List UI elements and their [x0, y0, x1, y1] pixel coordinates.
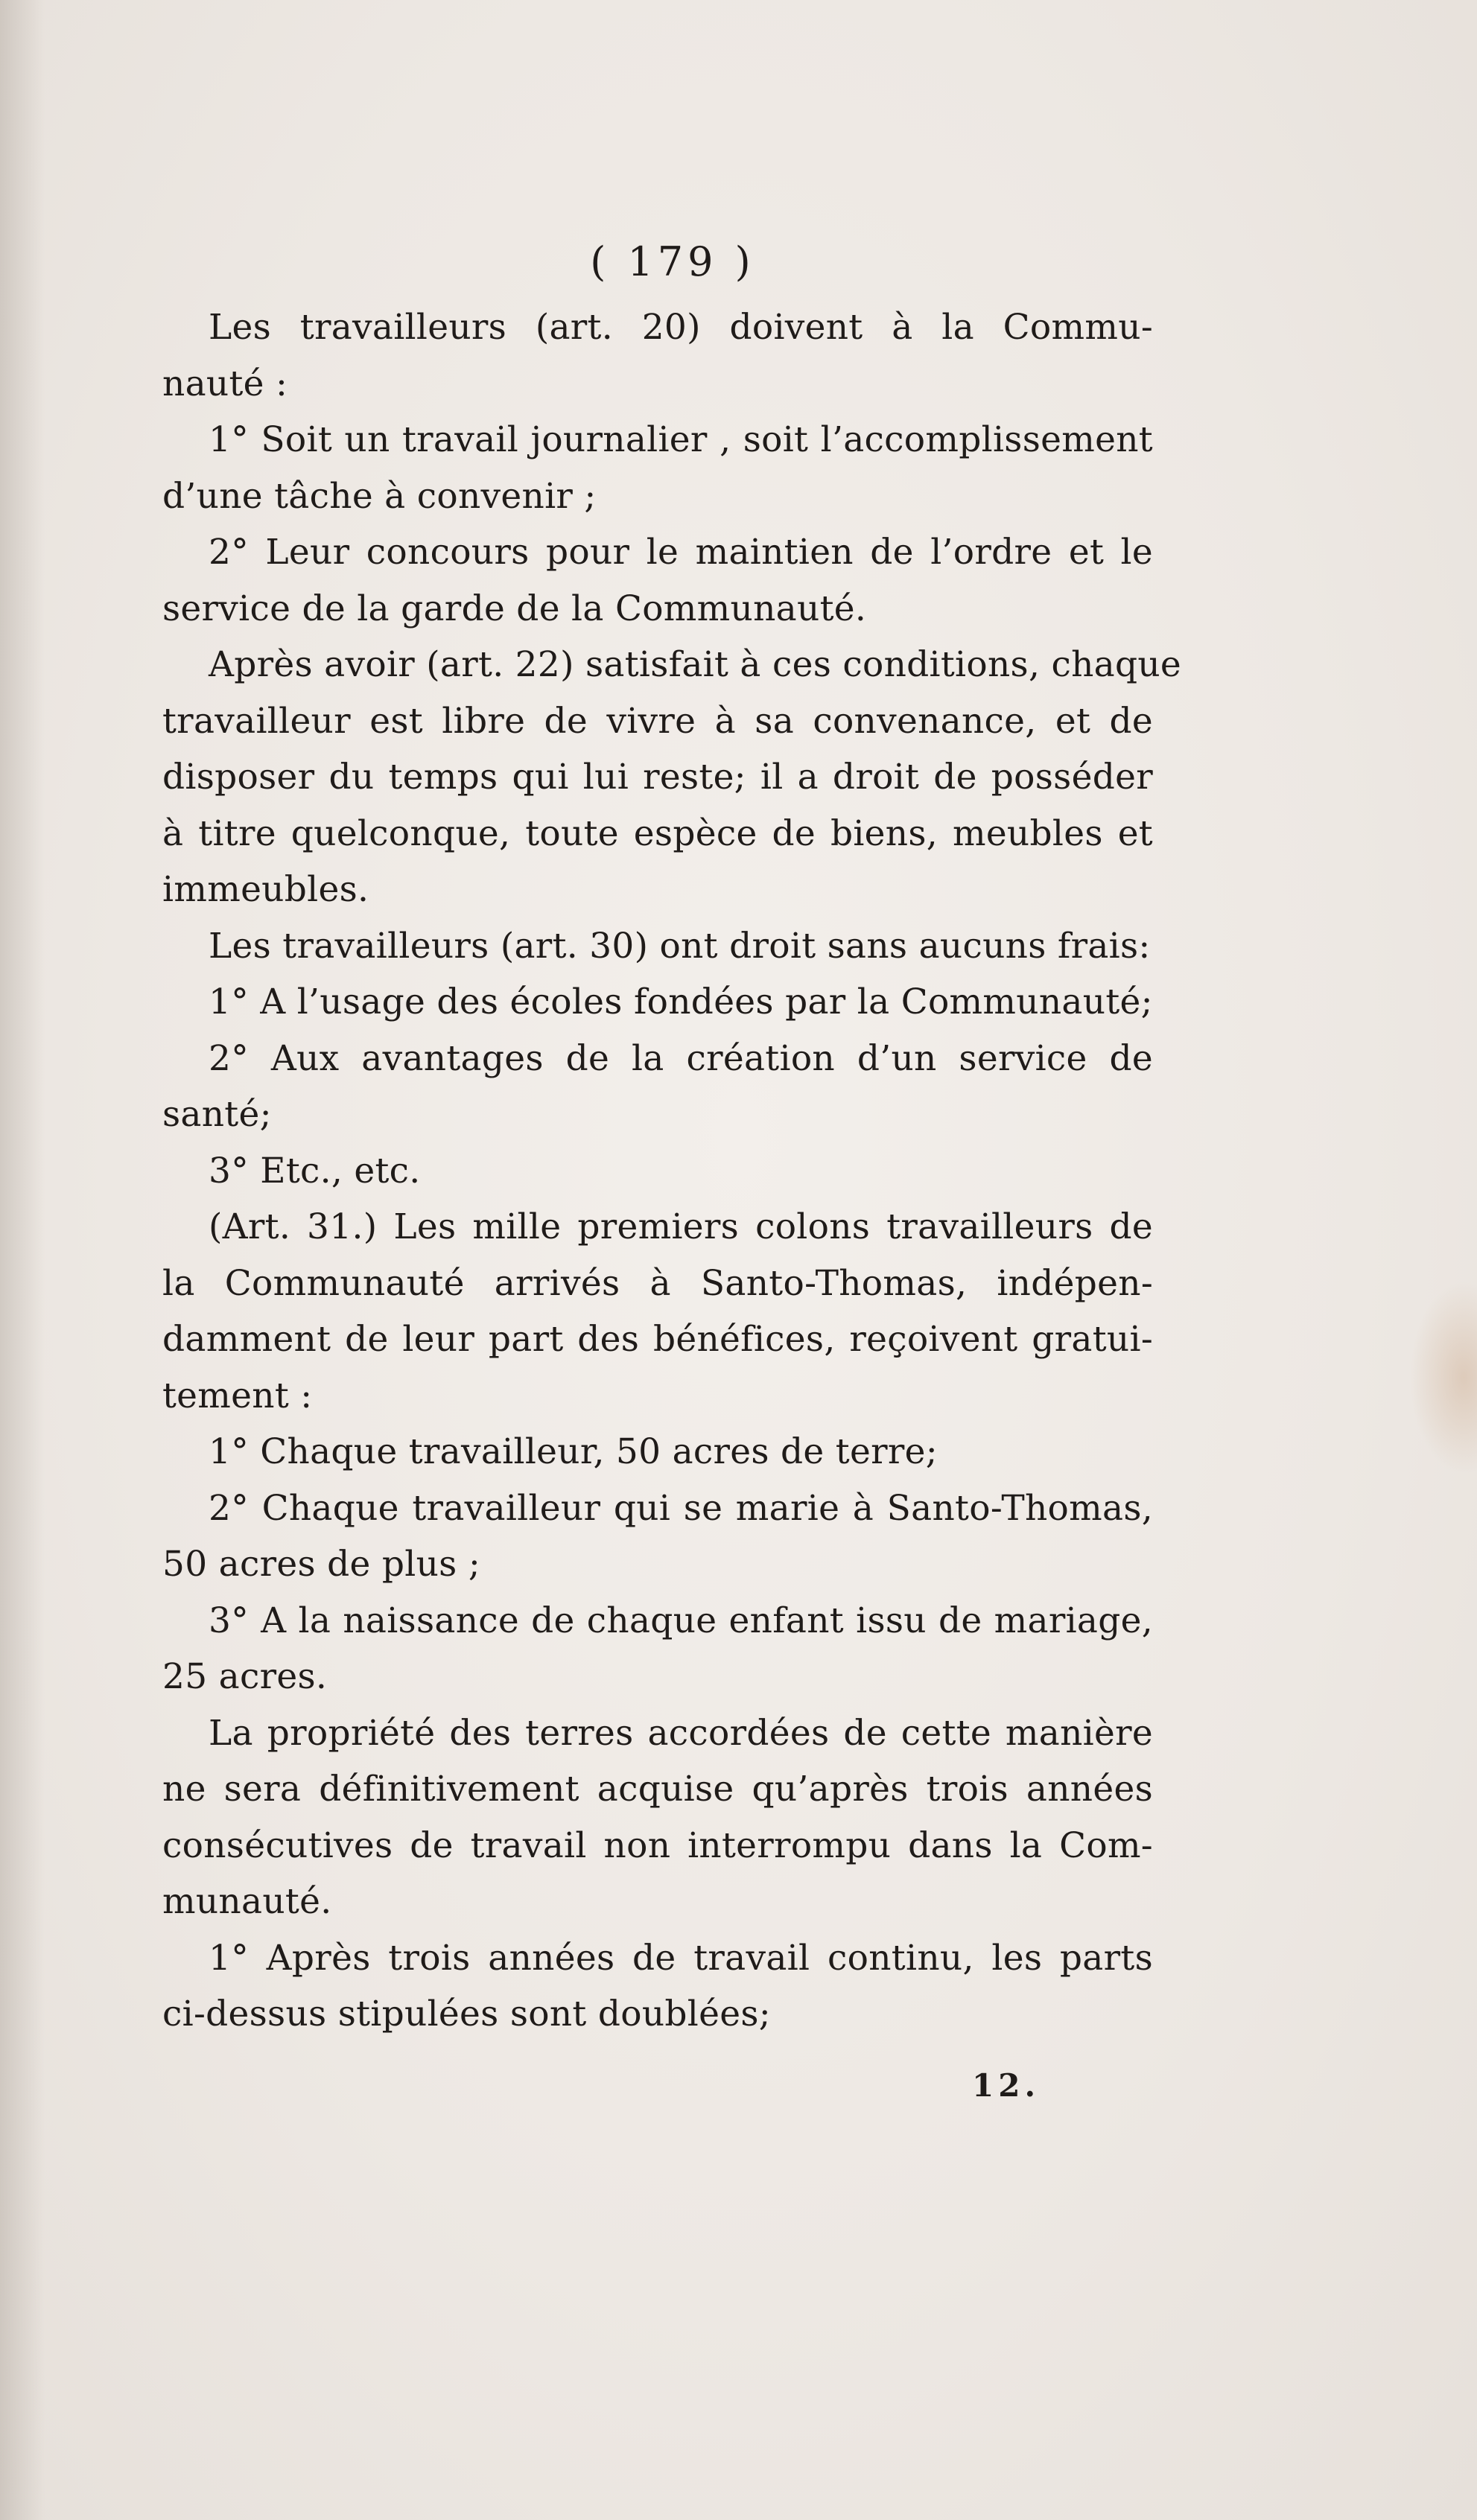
text-line: 25 acres.	[162, 1656, 328, 1697]
text-line: santé;	[162, 1094, 272, 1135]
text-line: 1° Chaque travailleur, 50 acres de terre;	[209, 1431, 938, 1472]
page-number: ( 179 )	[590, 238, 755, 285]
text-line: nauté :	[162, 363, 288, 404]
text-line: munauté.	[162, 1881, 332, 1922]
text-line: consécutives de travail non interrompu dans la Com-	[162, 1824, 1153, 1866]
text-line: à titre quelconque, toute espèce de biens, meubles et	[162, 812, 1153, 854]
text-line: travailleur est libre de vivre à sa convenance, et de	[162, 700, 1153, 742]
text-line: 2° Aux avantages de la création d’un service de	[209, 1037, 1153, 1079]
text-line: disposer du temps qui lui reste; il a droit de posséder	[162, 757, 1153, 798]
text-line: tement :	[162, 1375, 313, 1416]
text-line: Les travailleurs (art. 30) ont droit sans aucuns frais:	[209, 925, 1151, 967]
text-line: (Art. 31.) Les mille premiers colons travailleurs de	[209, 1206, 1153, 1247]
body-text	[162, 299, 1182, 2043]
text-line: damment de leur part des bénéfices, reçoivent gratui-	[162, 1319, 1153, 1360]
paper-stain	[1410, 1281, 1477, 1474]
text-line: 50 acres de plus ;	[162, 1544, 480, 1585]
page-text-block	[162, 238, 1182, 2043]
signature-mark: 12.	[972, 2067, 1041, 2104]
text-line: la Communauté arrivés à Santo-Thomas, indépen-	[162, 1262, 1153, 1304]
text-line: 3° Etc., etc.	[209, 1150, 421, 1191]
gutter-shadow	[0, 0, 45, 2520]
text-line: 2° Leur concours pour le maintien de l’ordre et le	[209, 532, 1153, 573]
text-line: ci-dessus stipulées sont doublées;	[162, 1994, 771, 2034]
text-line: 1° A l’usage des écoles fondées par la Communauté;	[209, 981, 1153, 1022]
text-line: La propriété des terres accordées de cette manière	[209, 1712, 1153, 1754]
text-line: Après avoir (art. 22) satisfait à ces conditions, chaque	[209, 644, 1182, 685]
text-line: 3° A la naissance de chaque enfant issu de mariage,	[209, 1600, 1153, 1641]
text-line: 1° Soit un travail journalier , soit l’accomplissement	[209, 419, 1153, 460]
text-line: service de la garde de la Communauté.	[162, 588, 867, 629]
text-line: immeubles.	[162, 869, 369, 910]
text-line: Les travailleurs (art. 20) doivent à la Commu-	[209, 307, 1153, 348]
text-line: 2° Chaque travailleur qui se marie à Santo-Thomas,	[209, 1487, 1153, 1529]
text-line: ne sera définitivement acquise qu’après trois années	[162, 1769, 1153, 1810]
text-line: d’une tâche à convenir ;	[162, 475, 597, 517]
text-line: 1° Après trois années de travail continu, les parts	[209, 1937, 1153, 1979]
